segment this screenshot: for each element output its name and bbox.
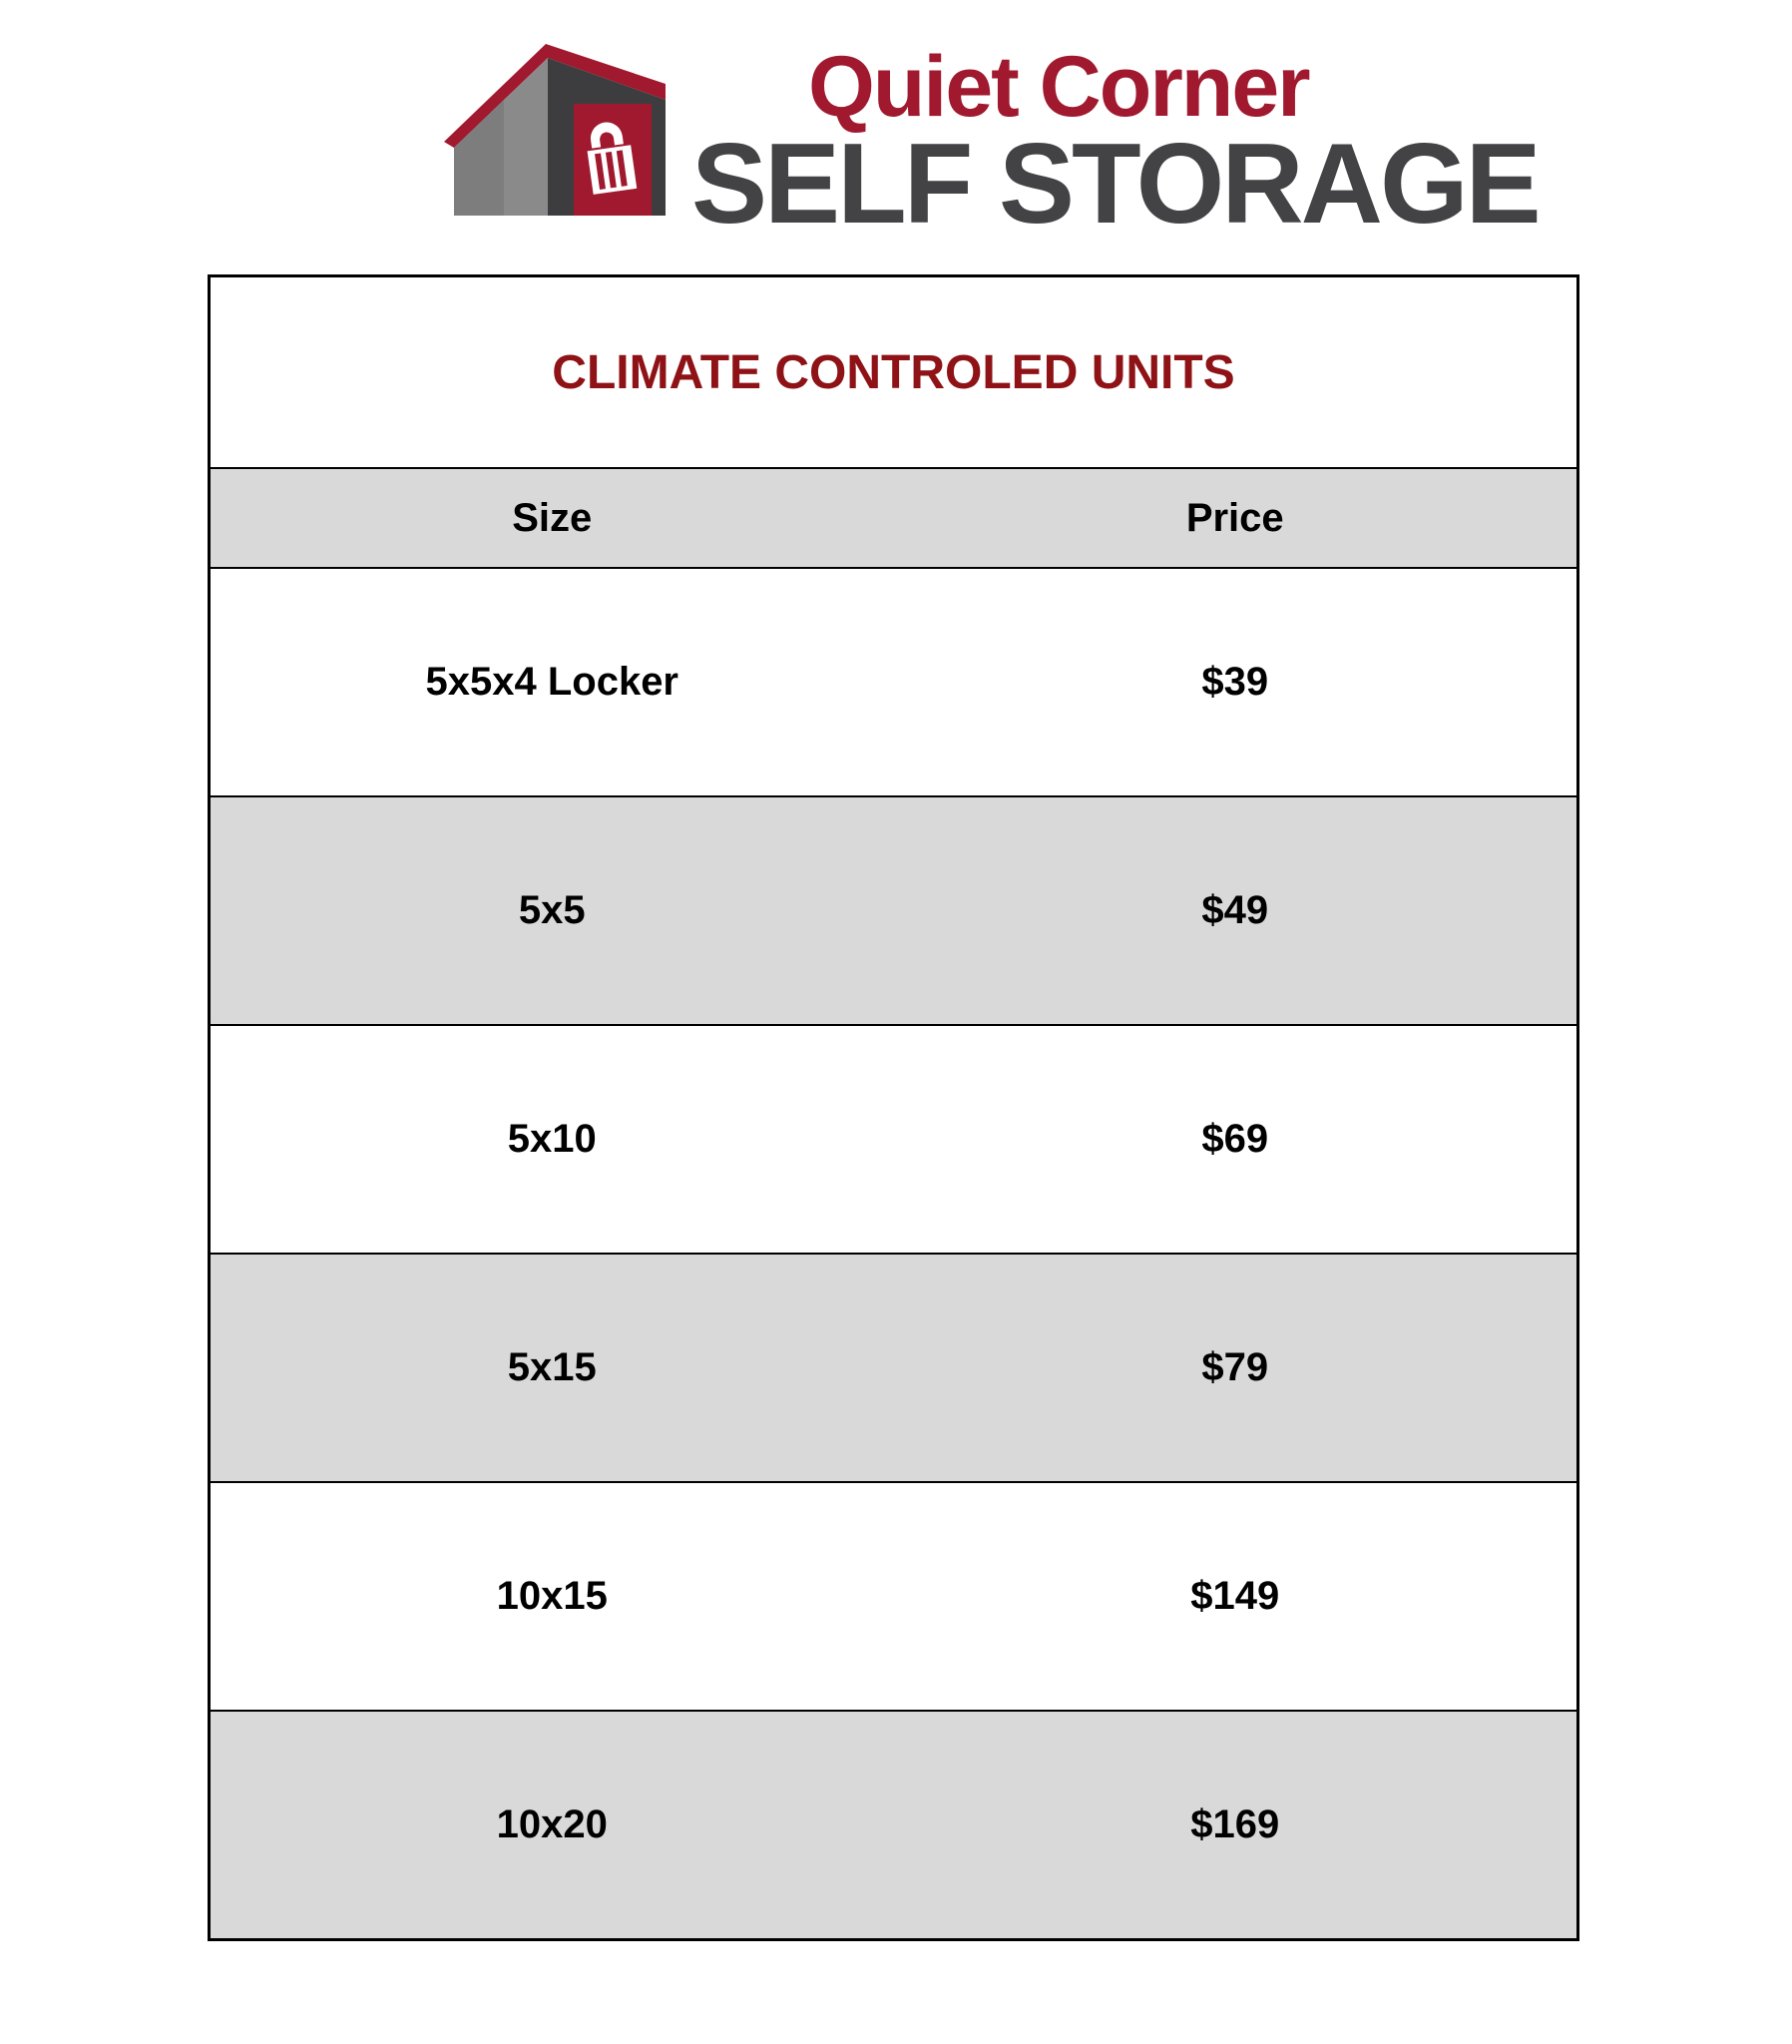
unit-price-cell: $169 [894, 1711, 1578, 1940]
brand-name-line1: Quiet Corner [808, 39, 1309, 135]
pricing-table [208, 274, 1579, 1941]
unit-size-cell: 5x10 [210, 1025, 894, 1254]
unit-size-cell: 5x5 [210, 796, 894, 1025]
table-row [210, 1482, 1578, 1711]
unit-price-cell: $149 [894, 1482, 1578, 1711]
table-row [210, 796, 1578, 1025]
table-row [210, 1711, 1578, 1940]
size-column-header: Size [210, 468, 894, 568]
unit-size-cell: 10x15 [210, 1482, 894, 1711]
brand-name-line2: SELF STORAGE [691, 121, 1539, 248]
table-row [210, 1025, 1578, 1254]
table-title: CLIMATE CONTROLED UNITS [210, 276, 1578, 469]
unit-price-cell: $49 [894, 796, 1578, 1025]
price-column-header: Price [894, 468, 1578, 568]
table-title-row [210, 276, 1578, 469]
unit-price-cell: $39 [894, 568, 1578, 796]
unit-size-cell: 10x20 [210, 1711, 894, 1940]
unit-price-cell: $79 [894, 1254, 1578, 1482]
table-row [210, 568, 1578, 796]
table-row [210, 1254, 1578, 1482]
unit-price-cell: $69 [894, 1025, 1578, 1254]
unit-size-cell: 5x15 [210, 1254, 894, 1482]
storage-building-icon [444, 40, 673, 230]
company-logo [444, 39, 1539, 248]
table-header-row [210, 468, 1578, 568]
unit-size-cell: 5x5x4 Locker [210, 568, 894, 796]
